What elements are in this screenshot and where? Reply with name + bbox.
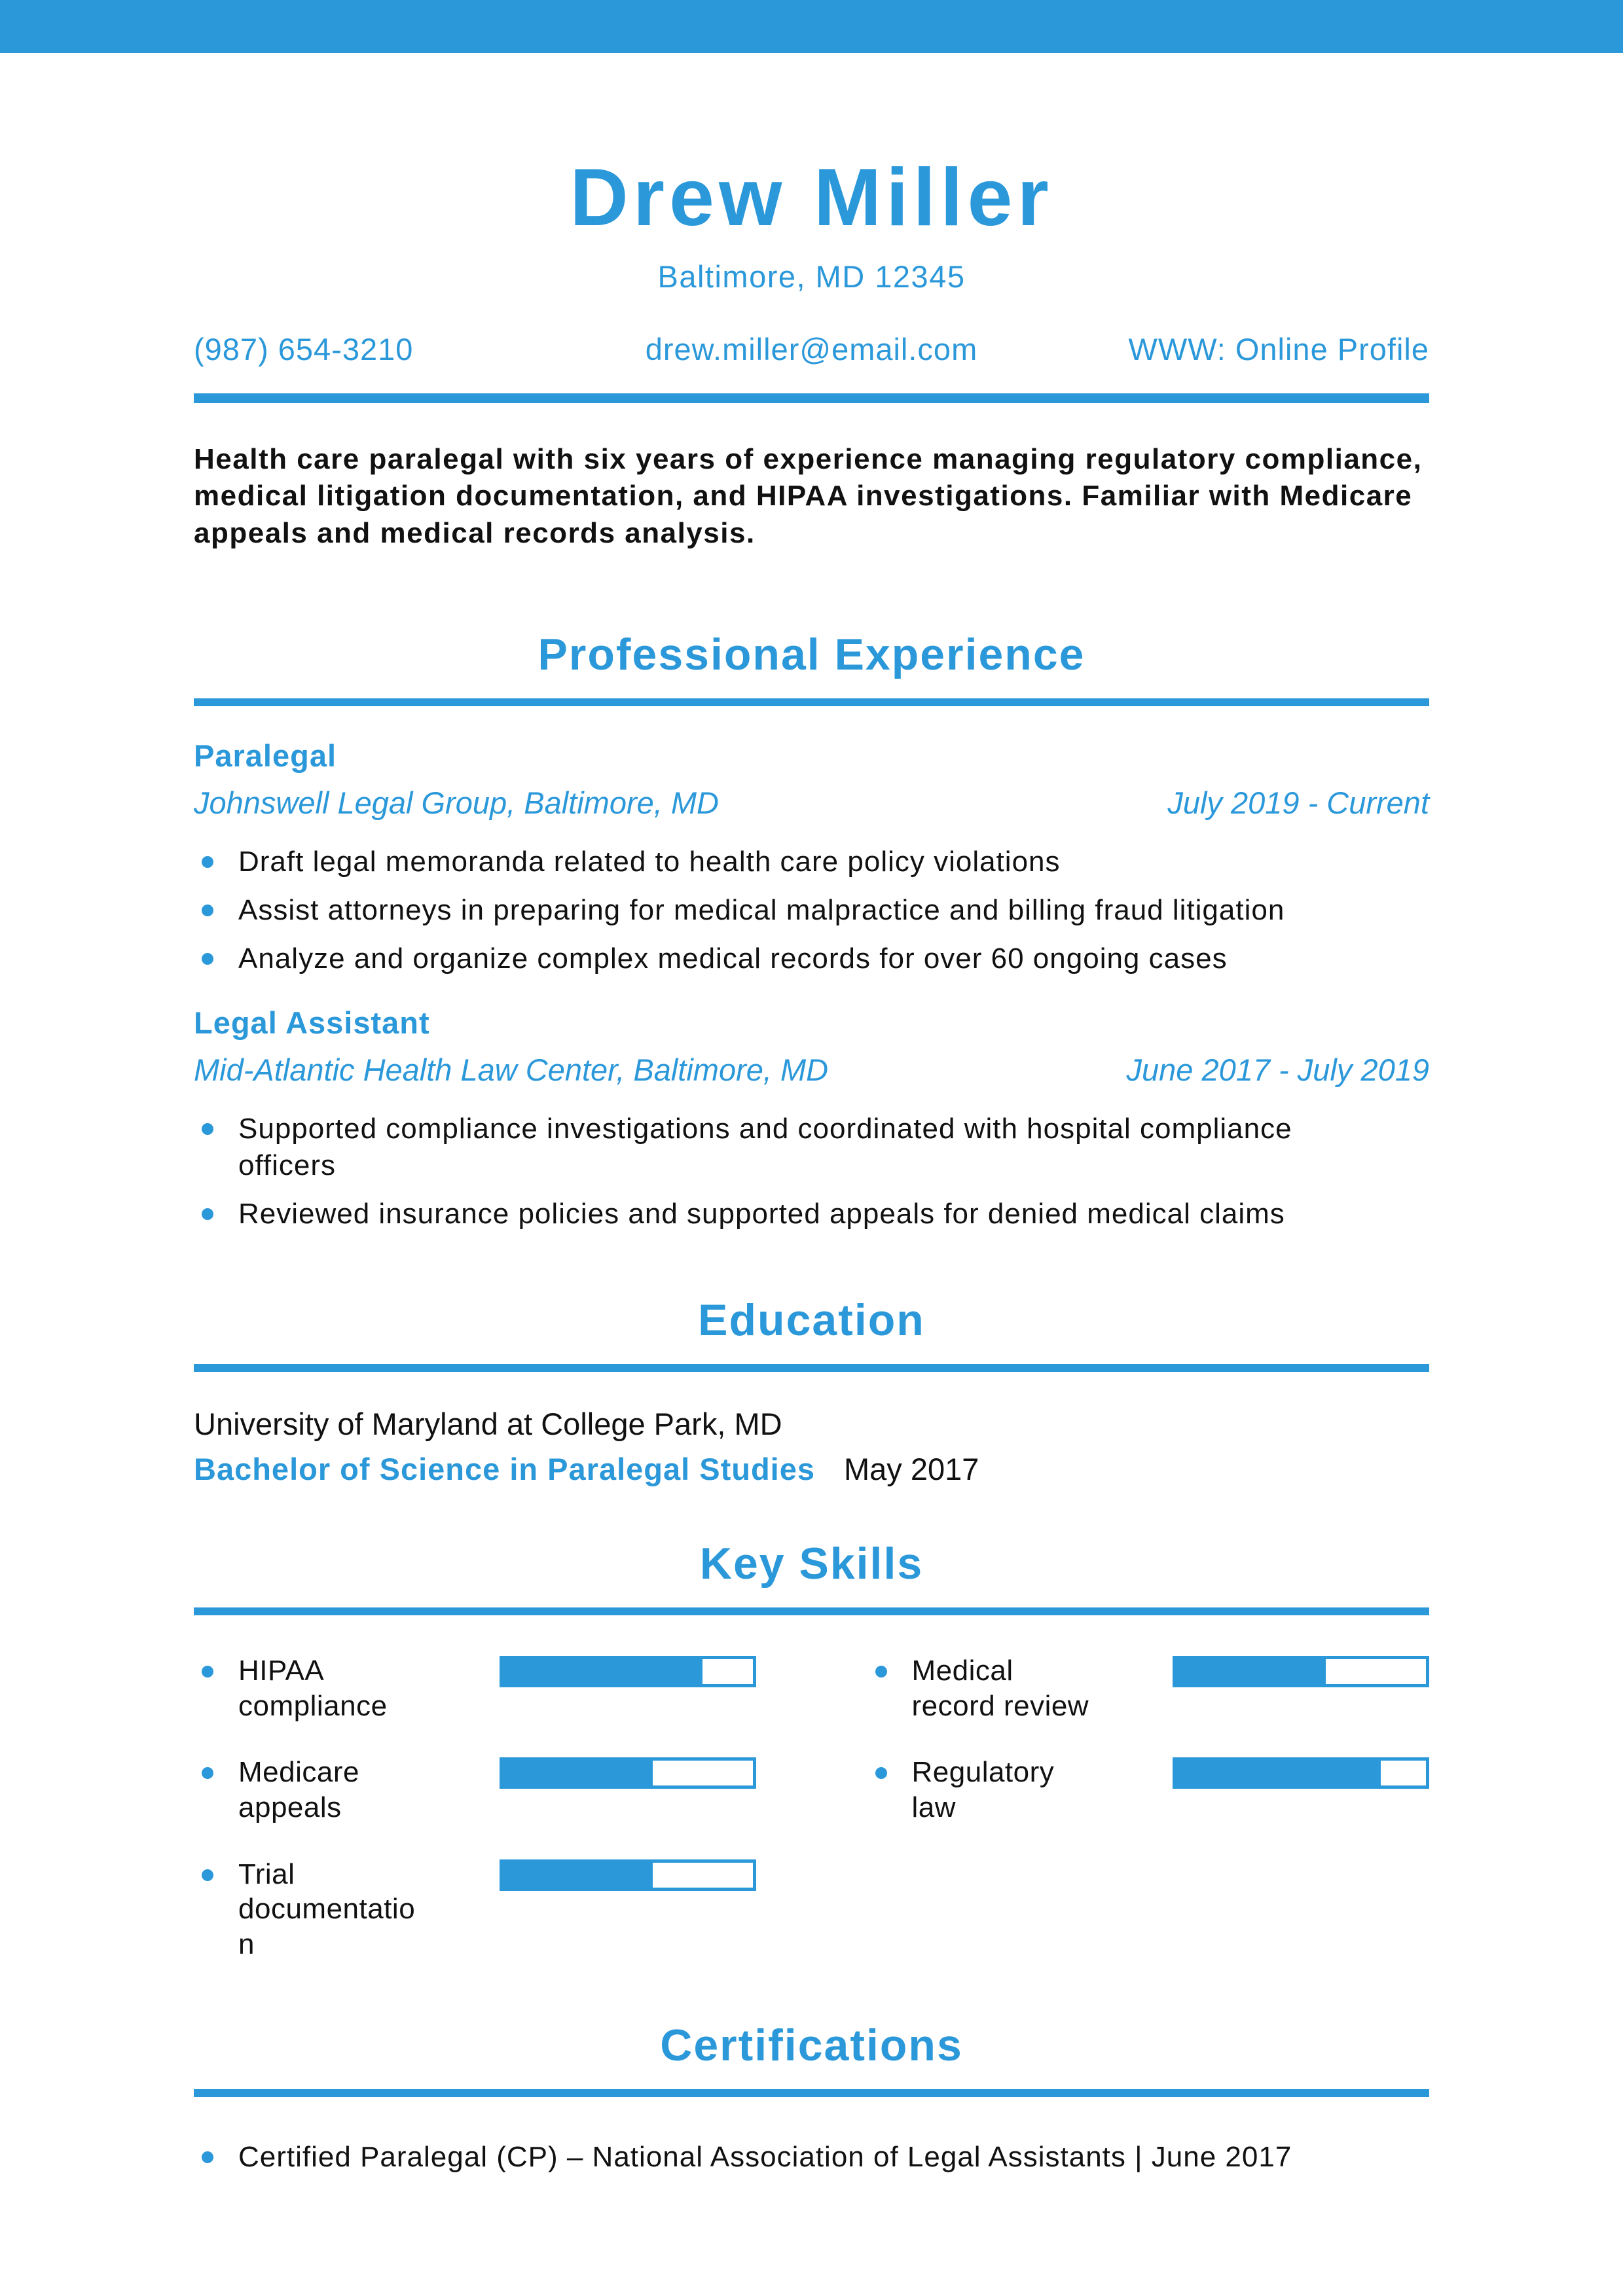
bullet-dot-icon xyxy=(202,1767,213,1779)
skill-label: HIPAA compliance xyxy=(238,1654,388,1722)
job-bullet-text: Reviewed insurance policies and supported appeals for denied medical claims xyxy=(238,1197,1285,1230)
skill-item xyxy=(194,1755,756,1825)
job-meta xyxy=(194,784,1429,821)
section-experience xyxy=(194,629,1429,1232)
job-entry xyxy=(194,738,1429,977)
job-bullet xyxy=(194,1111,1429,1184)
job-bullet-text: Analyze and organize complex medical records for over 60 ongoing cases xyxy=(238,942,1228,975)
certification-text: Certified Paralegal (CP) – National Association of Legal Assistants | June 2017 xyxy=(238,2140,1292,2173)
skill-level-fill xyxy=(503,1659,703,1684)
skill-label: Medicare appeals xyxy=(238,1756,359,1823)
job-bullet-text: Supported compliance investigations and coordinated with hospital compliance officers xyxy=(238,1113,1292,1182)
contact-row xyxy=(194,331,1429,367)
section-certifications xyxy=(194,2020,1429,2176)
section-divider xyxy=(194,698,1429,706)
contact-phone: (987) 654-3210 xyxy=(194,332,414,367)
section-title-education: Education xyxy=(698,1295,925,1345)
bullet-dot-icon xyxy=(202,1869,213,1881)
header-divider xyxy=(194,393,1429,403)
bullet-dot-icon xyxy=(202,856,213,868)
section-divider xyxy=(194,1364,1429,1372)
skill-label: Medical record review xyxy=(911,1654,1089,1722)
job-company: Mid-Atlantic Health Law Center, Baltimore, MD xyxy=(194,1052,829,1087)
certification-item xyxy=(194,2139,1429,2176)
education-degree: Bachelor of Science in Paralegal Studies xyxy=(194,1451,815,1486)
skill-label: Regulatory law xyxy=(911,1756,1055,1823)
skill-level-bar xyxy=(500,1859,756,1891)
job-meta xyxy=(194,1051,1429,1088)
bullet-dot-icon xyxy=(875,1767,887,1779)
bullet-dot-icon xyxy=(202,953,213,965)
bullet-dot-icon xyxy=(202,2151,213,2163)
resume-content xyxy=(194,53,1429,2187)
section-divider xyxy=(194,1607,1429,1615)
job-bullet xyxy=(194,844,1429,880)
skill-level-fill xyxy=(1176,1659,1326,1684)
top-accent-bar xyxy=(0,0,1623,53)
skill-item xyxy=(194,1653,756,1723)
skill-level-bar xyxy=(500,1656,756,1687)
job-title: Legal Assistant xyxy=(194,1005,430,1040)
certification-list xyxy=(194,2139,1429,2176)
section-title-certifications: Certifications xyxy=(660,2020,963,2070)
section-education xyxy=(194,1295,1429,1487)
job-title: Paralegal xyxy=(194,738,337,773)
skills-grid xyxy=(194,1653,1429,1962)
resume-header xyxy=(194,151,1429,403)
job-entry xyxy=(194,1005,1429,1232)
skill-level-bar xyxy=(1173,1656,1429,1687)
education-school: University of Maryland at College Park, MD xyxy=(194,1406,782,1441)
candidate-location: Baltimore, MD 12345 xyxy=(657,259,966,294)
job-company: Johnswell Legal Group, Baltimore, MD xyxy=(194,785,719,820)
skill-level-bar xyxy=(500,1757,756,1789)
contact-website-link[interactable]: WWW: Online Profile xyxy=(1128,332,1429,367)
skill-item xyxy=(867,1755,1430,1825)
section-divider xyxy=(194,2089,1429,2097)
section-title-experience: Professional Experience xyxy=(538,629,1085,679)
bullet-dot-icon xyxy=(202,1666,213,1677)
bullet-dot-icon xyxy=(202,905,213,916)
education-degree-row xyxy=(194,1451,1429,1487)
job-bullet-list xyxy=(194,1111,1429,1232)
section-skills xyxy=(194,1538,1429,1962)
job-dates: July 2019 - Current xyxy=(1167,785,1429,820)
candidate-name: Drew Miller xyxy=(570,152,1053,243)
job-dates: June 2017 - July 2019 xyxy=(1126,1052,1429,1087)
contact-email-link[interactable]: drew.miller@email.com xyxy=(645,332,978,367)
skill-item xyxy=(867,1653,1430,1723)
skill-level-fill xyxy=(1176,1761,1381,1785)
bullet-dot-icon xyxy=(202,1208,213,1220)
skill-level-bar xyxy=(1173,1757,1429,1789)
skill-label: Trial documentation xyxy=(238,1857,416,1960)
job-bullet xyxy=(194,892,1429,929)
job-bullet xyxy=(194,1196,1429,1232)
skill-level-fill xyxy=(503,1761,653,1785)
job-bullet-text: Draft legal memoranda related to health care policy violations xyxy=(238,846,1061,878)
education-date: May 2017 xyxy=(844,1451,979,1486)
section-title-skills: Key Skills xyxy=(699,1538,924,1588)
job-bullet-list xyxy=(194,844,1429,977)
professional-summary: Health care paralegal with six years of experience managing regulatory compliance, medical litigation documentation, and HIPAA investigations. Familiar with Medicare appeals and medical records analysis. xyxy=(194,443,1423,549)
bullet-dot-icon xyxy=(875,1666,887,1677)
job-bullet-text: Assist attorneys in preparing for medical malpractice and billing fraud litigation xyxy=(238,894,1285,927)
skill-level-fill xyxy=(503,1863,653,1888)
job-bullet xyxy=(194,941,1429,977)
skill-item xyxy=(194,1857,756,1962)
bullet-dot-icon xyxy=(202,1123,213,1135)
